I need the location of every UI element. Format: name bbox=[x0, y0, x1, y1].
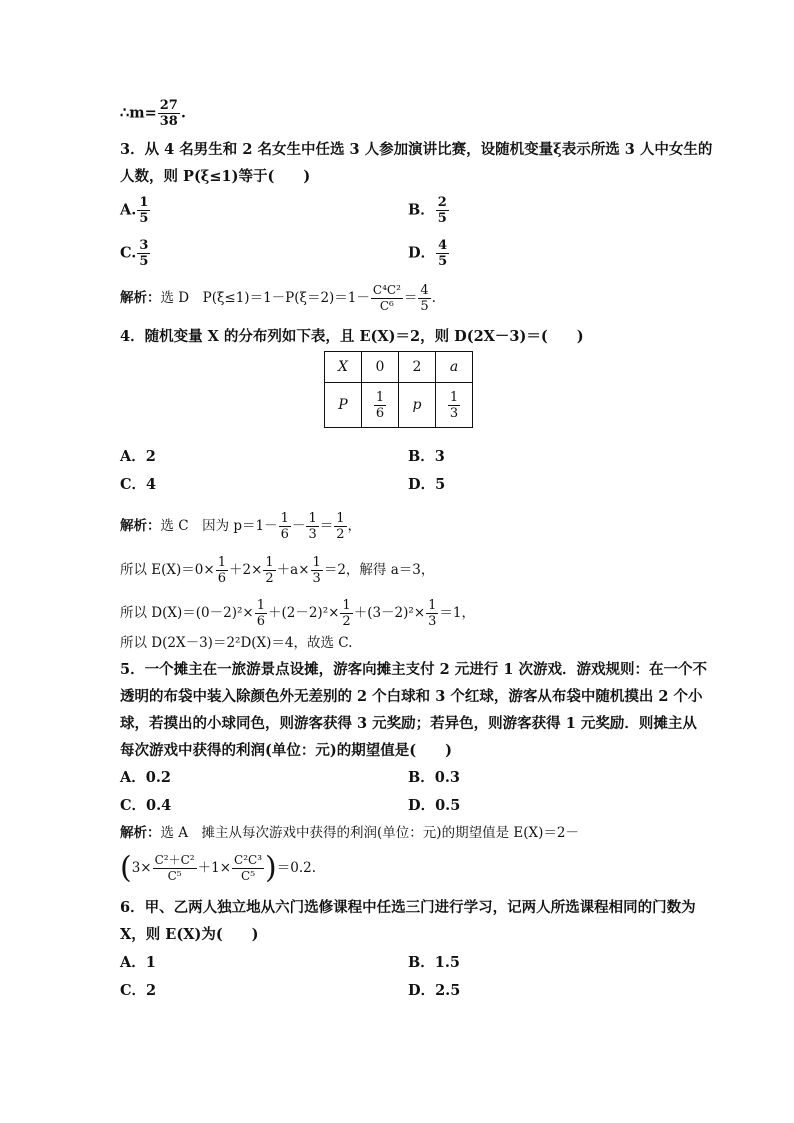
table-cell: P bbox=[325, 383, 362, 428]
q6-option-d: D．2.5 bbox=[408, 982, 461, 999]
q5-solution-line-1: 解析：选 A 摊主从每次游戏中获得的利润(单位：元)的期望值是 E(X)＝2－ bbox=[120, 825, 579, 841]
q6-option-a: A．1 bbox=[120, 954, 156, 971]
q3-option-b: B． $\frac{2}{5}$ bbox=[408, 195, 447, 226]
question-3-line-1: 3．从 4 名男生和 2 名女生中任选 3 人参加演讲比赛，设随机变量ξ表示所选 3 人中女生的 bbox=[120, 141, 713, 158]
q5-option-a: A．0.2 bbox=[120, 769, 171, 786]
q3-option-d: D． $\frac{4}{5}$ bbox=[408, 238, 448, 269]
q6-option-b: B．1.5 bbox=[408, 954, 460, 971]
q5-option-c: C．0.4 bbox=[120, 797, 172, 814]
q6-option-c: C．2 bbox=[120, 982, 157, 999]
q5-option-b: B．0.3 bbox=[408, 769, 460, 786]
table-cell: $\frac{1}{6}$ bbox=[362, 383, 399, 428]
question-4-line-1: 4．随机变量 X 的分布列如下表，且 E(X)＝2，则 D(2X－3)＝( ) bbox=[120, 328, 584, 345]
q3-option-a: A. $\frac{1}{5}$ bbox=[120, 195, 149, 226]
result-prefix: ∴m= bbox=[120, 104, 157, 122]
q4-option-a: A．2 bbox=[120, 448, 156, 465]
q5-option-d: D．0.5 bbox=[408, 797, 461, 814]
q4-solution-line-4: 所以 D(2X－3)＝2²D(X)＝4，故选 C. bbox=[120, 635, 353, 651]
q5-solution-line-2: (3× $\frac{\text{C²＋C²}}{\text{C⁵}}$ ＋1× $\frac{\text{C²C³}}{\text{C⁵}}$ )＝0.2. bbox=[120, 850, 316, 886]
previous-result: ∴m= $\frac{27}{38}$ . bbox=[120, 98, 186, 129]
question-6-line-2: X，则 E(X)为( ) bbox=[120, 926, 259, 943]
question-3-line-2: 人数，则 P(ξ≤1)等于( ) bbox=[120, 168, 311, 185]
result-fraction: $\frac{27}{38}$ bbox=[159, 98, 178, 129]
table-cell: $\frac{1}{3}$ bbox=[436, 383, 473, 428]
q3-option-c: C. $\frac{3}{5}$ bbox=[120, 238, 149, 269]
q4-solution-line-2: 所以 E(X)＝0× $\frac{1}{6}$ ＋2× $\frac{1}{2}$ ＋a× $\frac{1}{3}$ ＝2，解得 a＝3， bbox=[120, 555, 435, 586]
table-cell: 0 bbox=[362, 352, 399, 383]
q4-solution-line-1: 解析：选 C 因为 p＝1－ $\frac{1}{6}$ － $\frac{1}{3}$ ＝ $\frac{1}{2}$ ， bbox=[120, 511, 361, 542]
table-cell: a bbox=[436, 352, 473, 383]
q4-solution-line-3: 所以 D(X)＝(0－2)²× $\frac{1}{6}$ ＋(2－2)²× $\frac{1}{2}$ ＋(3－2)²× $\frac{1}{3}$ ＝1， bbox=[120, 598, 476, 629]
q4-option-c: C．4 bbox=[120, 476, 157, 493]
table-cell: X bbox=[325, 352, 362, 383]
q3-solution: 解析：选 D P(ξ≤1)＝1－P(ξ＝2)＝1－ $\frac{\text{C⁴C²}}{\text{C⁶}}$ ＝ $\frac{4}{5}$ . bbox=[120, 283, 436, 314]
question-5-line-2: 透明的布袋中装入除颜色外无差别的 2 个白球和 3 个红球，游客从布袋中随机摸出 2 个小 bbox=[120, 688, 703, 705]
question-6-line-1: 6．甲、乙两人独立地从六门选修课程中任选三门进行学习，记两人所选课程相同的门数为 bbox=[120, 899, 696, 916]
q4-option-d: D．5 bbox=[408, 476, 446, 493]
table-cell: p bbox=[399, 383, 436, 428]
question-5-line-1: 5．一个摊主在一旅游景点设摊，游客向摊主支付 2 元进行 1 次游戏．游戏规则：在一个不 bbox=[120, 661, 707, 678]
question-5-line-3: 球，若摸出的小球同色，则游客获得 3 元奖励；若异色，则游客获得 1 元奖励．则摊主从 bbox=[120, 715, 697, 732]
question-5-line-4: 每次游戏中获得的利润(单位：元)的期望值是( ) bbox=[120, 742, 452, 759]
distribution-table bbox=[324, 351, 473, 428]
q4-option-b: B．3 bbox=[408, 448, 445, 465]
table-cell: 2 bbox=[399, 352, 436, 383]
